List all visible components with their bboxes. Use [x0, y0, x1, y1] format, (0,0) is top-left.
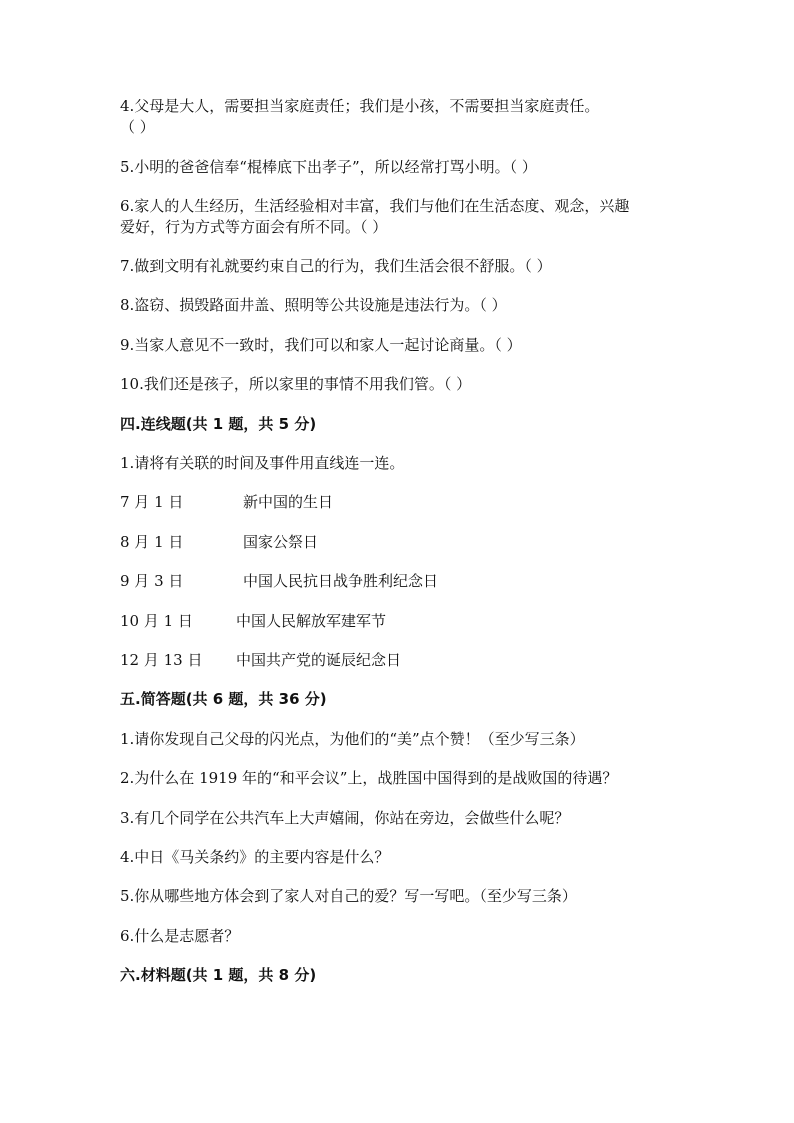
- matching-date-2: 8 月 1 日: [120, 533, 184, 551]
- judgment-item-6-line2: 爱好，行为方式等方面会有所不同。（ ）: [120, 218, 388, 236]
- matching-event-2: 国家公祭日: [243, 533, 319, 551]
- judgment-item-5: 5.小明的爸爸信奉“棍棒底下出孝子”，所以经常打骂小明。（ ）: [120, 158, 537, 176]
- judgment-item-4-bracket: （ ）: [120, 118, 155, 136]
- judgment-item-10: 10.我们还是孩子，所以家里的事情不用我们管。（ ）: [120, 375, 472, 393]
- section-heading-material: 六.材料题(共 1 题，共 8 分): [120, 966, 317, 984]
- short-answer-item-2: 2.为什么在 1919 年的“和平会议”上，战胜国中国得到的是战败国的待遇？: [120, 769, 618, 787]
- matching-date-1: 7 月 1 日: [120, 493, 184, 511]
- matching-event-4: 中国人民解放军建军节: [236, 612, 387, 630]
- matching-event-3: 中国人民抗日战争胜利纪念日: [243, 572, 439, 590]
- short-answer-item-1: 1.请你发现自己父母的闪光点，为他们的“美”点个赞！（至少写三条）: [120, 730, 585, 748]
- matching-date-3: 9 月 3 日: [120, 572, 184, 590]
- judgment-item-7: 7.做到文明有礼就要约束自己的行为，我们生活会很不舒服。（ ）: [120, 257, 552, 275]
- judgment-item-9: 9.当家人意见不一致时，我们可以和家人一起讨论商量。（ ）: [120, 336, 522, 354]
- judgment-item-8: 8.盗窃、损毁路面井盖、照明等公共设施是违法行为。（ ）: [120, 296, 507, 314]
- judgment-item-6-line1: 6.家人的人生经历，生活经验相对丰富，我们与他们在生活态度、观念，兴趣: [120, 197, 630, 215]
- short-answer-item-4: 4.中日《马关条约》的主要内容是什么？: [120, 848, 390, 866]
- section-heading-short-answer: 五.简答题(共 6 题，共 36 分): [120, 690, 327, 708]
- matching-question: 1.请将有关联的时间及事件用直线连一连。: [120, 454, 405, 472]
- short-answer-item-3: 3.有几个同学在公共汽车上大声嬉闹，你站在旁边，会做些什么呢？: [120, 809, 570, 827]
- matching-date-5: 12 月 13 日: [120, 651, 203, 669]
- short-answer-item-6: 6.什么是志愿者？: [120, 927, 240, 945]
- short-answer-item-5: 5.你从哪些地方体会到了家人对自己的爱？写一写吧。（至少写三条）: [120, 887, 577, 905]
- judgment-item-4: 4.父母是大人，需要担当家庭责任；我们是小孩，不需要担当家庭责任。: [120, 97, 600, 115]
- matching-event-5: 中国共产党的诞辰纪念日: [236, 651, 402, 669]
- matching-event-1: 新中国的生日: [243, 493, 334, 511]
- section-heading-matching: 四.连线题(共 1 题，共 5 分): [120, 415, 317, 433]
- matching-date-4: 10 月 1 日: [120, 612, 193, 630]
